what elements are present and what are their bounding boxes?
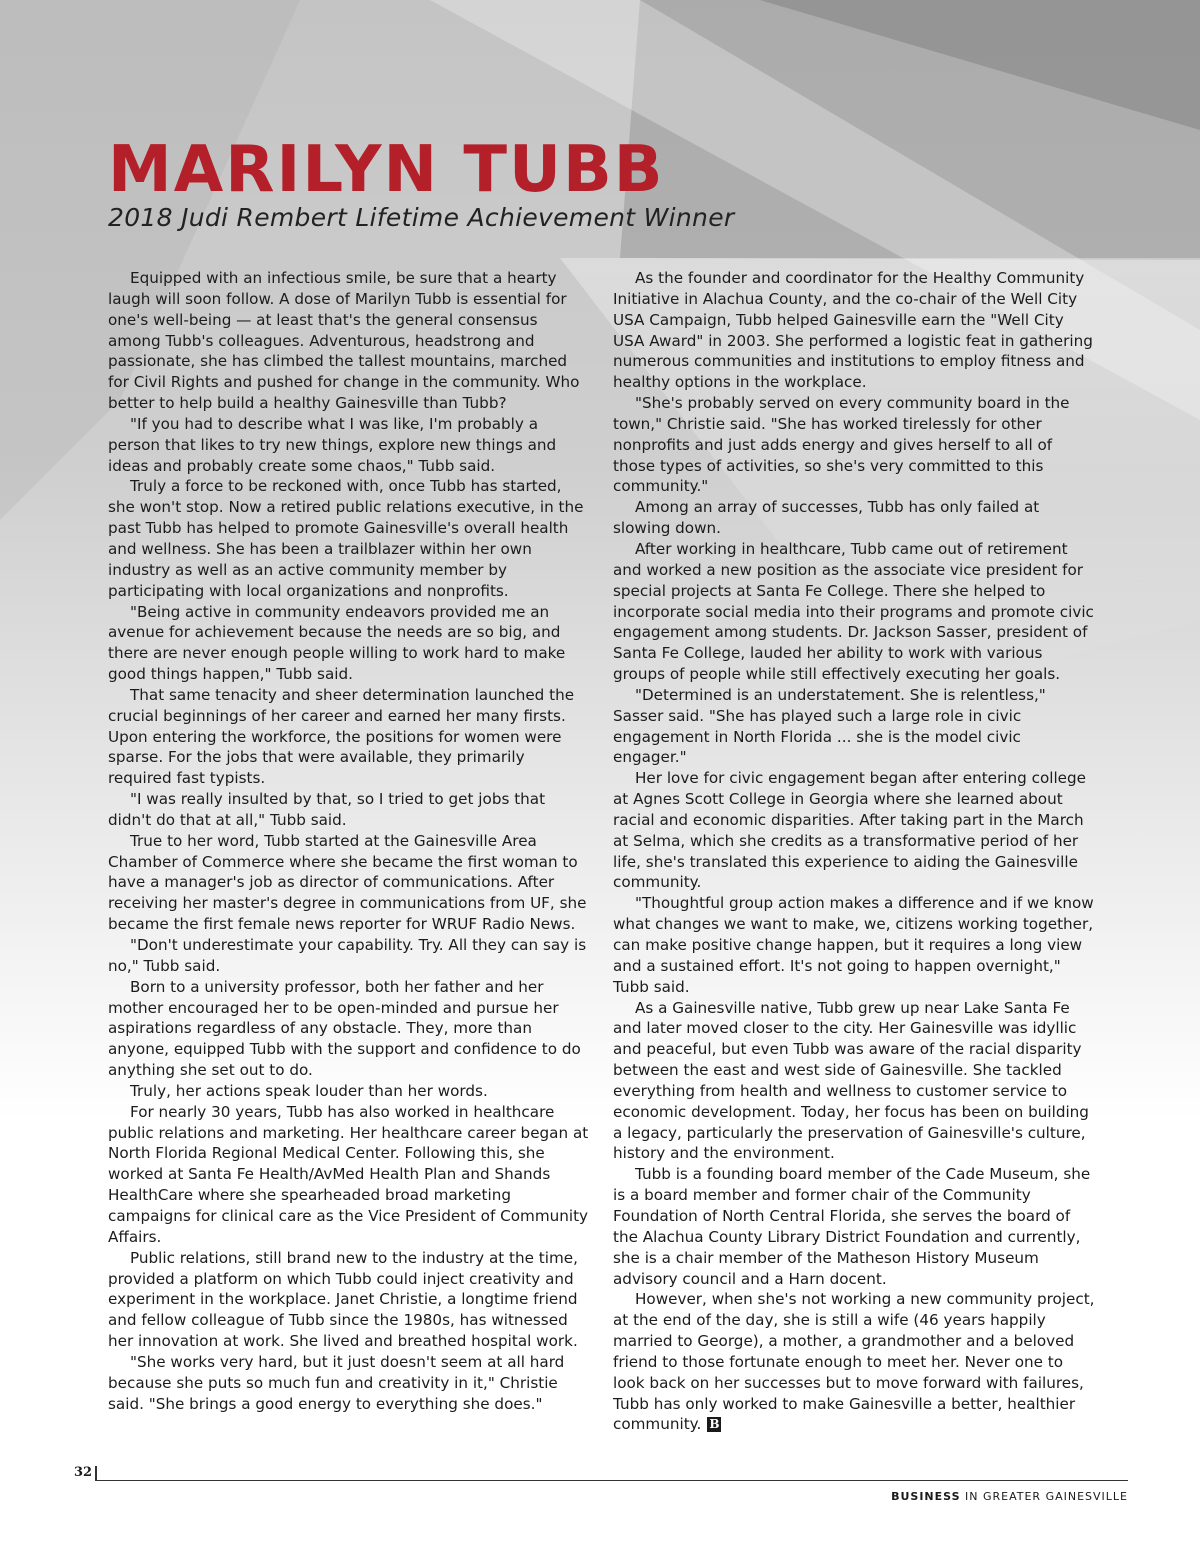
article-paragraph: True to her word, Tubb started at the Gainesville Area Chamber of Commerce where she became the first woman to have a manager's job as director of communications. After receiving her master's degree in communications from UF, she became the first female news reporter for WRUF Radio News. bbox=[108, 831, 587, 934]
article-paragraph: "She works very hard, but it just doesn't seem at all hard because she puts so much fun and creativity in it," Christie said. "She brings a good energy to everything she does." bbox=[108, 1352, 565, 1413]
footer-divider bbox=[95, 1480, 1128, 1481]
article-right-column bbox=[613, 268, 1097, 1435]
article-paragraph: "If you had to describe what I was like, I'm probably a person that likes to try new things, explore new things and ideas and probably create some chaos," Tubb said. bbox=[108, 414, 557, 475]
article-paragraph: Truly, her actions speak louder than her words. bbox=[130, 1081, 488, 1100]
page-number: 32 bbox=[74, 1465, 93, 1480]
article-paragraph-text: However, when she's not working a new community project, at the end of the day, she is still a wife (46 years happily married to George), a mother, a grandmother and a beloved friend to those fortunate enough to meet her. Never one to look back on her successes but to move forward with failures, Tubb has only worked to make Gainesville a better, healthier community. bbox=[613, 1290, 1095, 1434]
footer-publication-name bbox=[891, 1490, 1128, 1503]
article-paragraph: "Determined is an understatement. She is relentless," Sasser said. "She has played such a large role in civic engagement in North Florida ... she is the model civic engager." bbox=[613, 685, 1046, 767]
article-paragraph: "Thoughtful group action makes a difference and if we know what changes we want to make, we, citizens working together, can make positive change happen, but it requires a long view and a sustained effort. It's not going to happen overnight," Tubb said. bbox=[613, 894, 1094, 996]
article-paragraph: "Being active in community endeavors provided me an avenue for achievement because the needs are so big, and there are never enough people willing to work hard to make good things happen," Tubb said. bbox=[108, 602, 566, 684]
article-paragraph: "She's probably served on every community board in the town," Christie said. "She has worked tirelessly for other nonprofits and just adds energy and gives herself to all of those types of activities, so she's very committed to this community." bbox=[613, 394, 1070, 496]
article-paragraph: As the founder and coordinator for the Healthy Community Initiative in Alachua County, and the co-chair of the Well City USA Campaign, Tubb helped Gainesville earn the "Well City USA Award" in 2003. She performed a logistic feat in gathering numerous communities and institutions to employ fitness and healthy options in the workplace. bbox=[613, 269, 1093, 392]
article-paragraph: Her love for civic engagement began after entering college at Agnes Scott College in Georgia where she learned about racial and economic disparities. After taking part in the March at Selma, which she credits as a transformative period of her life, she's translated this experience to aiding the Gainesville community. bbox=[613, 769, 1086, 892]
article-paragraph: As a Gainesville native, Tubb grew up near Lake Santa Fe and later moved closer to the city. Her Gainesville was idyllic and peaceful, but even Tubb was aware of the racial disparity between the east and west side of Gainesville. She tackled everything from health and wellness to customer service to economic development. Today, her focus has been on building a legacy, particularly the preservation of Gainesville's culture, history and the environment. bbox=[613, 998, 1089, 1163]
article-last-paragraph bbox=[613, 1289, 1097, 1435]
article-paragraph: Equipped with an infectious smile, be sure that a hearty laugh will soon follow. A dose of Marilyn Tubb is essential for one's well-being — at least that's the general consensus among Tubb's colleagues. Adventurous, headstrong and passionate, she has climbed the tallest mountains, marched for Civil Rights and pushed for change in the community. Who better to help build a healthy Gainesville than Tubb? bbox=[108, 269, 580, 413]
article-paragraph: For nearly 30 years, Tubb has also worked in healthcare public relations and marketing. Her healthcare career began at North Florida Regional Medical Center. Following this, she worked at Santa Fe Health/AvMed Health Plan and Shands HealthCare where she spearheaded broad marketing campaigns for clinical care as the Vice President of Community Affairs. bbox=[108, 1102, 589, 1246]
article-paragraph: After working in healthcare, Tubb came out of retirement and worked a new position as the associate vice president for special projects at Santa Fe College. There she helped to incorporate social media into their programs and promote civic engagement among students. Dr. Jackson Sasser, president of Santa Fe College, lauded her ability to work with various groups of people while still effectively executing her goals. bbox=[613, 539, 1094, 684]
article-paragraph: "I was really insulted by that, so I tried to get jobs that didn't do that at all," Tubb said. bbox=[108, 790, 546, 829]
article-paragraph: Truly a force to be reckoned with, once Tubb has started, she won't stop. Now a retired public relations executive, in the past Tubb has helped to promote Gainesville's overall health and wellness. She has been a trailblazer within her own industry as well as an active community member by participating with local organizations and nonprofits. bbox=[108, 477, 584, 600]
page-subtitle: 2018 Judi Rembert Lifetime Achievement Winner bbox=[108, 203, 735, 232]
article-paragraph: Tubb is a founding board member of the Cade Museum, she is a board member and former chair of the Community Foundation of North Central Florida, she serves the board of the Alachua County Library District Foundation and currently, she is a chair member of the Matheson History Museum advisory council and a Harn docent. bbox=[613, 1165, 1091, 1288]
article-left-column bbox=[108, 268, 592, 1414]
article-paragraph: "Don't underestimate your capability. Try. All they can say is no," Tubb said. bbox=[108, 936, 587, 975]
article-paragraph: Public relations, still brand new to the industry at the time, provided a platform on which Tubb could inject creativity and experiment in the workplace. Janet Christie, a longtime friend and fellow colleague of Tubb since the 1980s, has witnessed her innovation at work. She lived and breathed hospital work. bbox=[108, 1248, 578, 1351]
article-paragraph: Born to a university professor, both her father and her mother encouraged her to be open-minded and pursue her aspirations regardless of any obstacle. They, more than anyone, equipped Tubb with the support and confidence to do anything she set out to do. bbox=[108, 977, 581, 1080]
footer-divider-tick bbox=[95, 1466, 97, 1481]
page-title: MARILYN TUBB bbox=[108, 133, 665, 207]
footer-brand-rest: IN GREATER GAINESVILLE bbox=[960, 1490, 1128, 1503]
article-paragraph: Among an array of successes, Tubb has only failed at slowing down. bbox=[613, 498, 1040, 538]
article-paragraph: That same tenacity and sheer determination launched the crucial beginnings of her career and earned her many firsts. Upon entering the workforce, the positions for women were sparse. For the jobs that were available, they primarily required fast typists. bbox=[108, 685, 575, 788]
end-mark-icon: B bbox=[709, 1417, 720, 1432]
footer-brand-bold: BUSINESS bbox=[891, 1490, 961, 1503]
